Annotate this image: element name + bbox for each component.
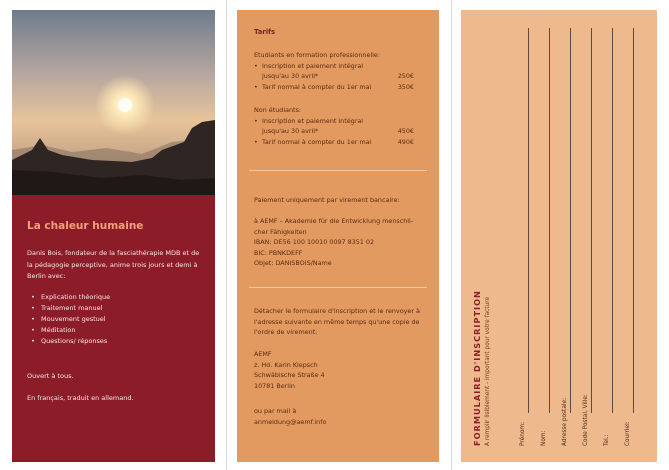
red-info-panel (12, 195, 215, 462)
price-label: jusqu'au 30 avril* (262, 127, 319, 135)
address-line: Schwäbische Straße 4 (254, 371, 325, 379)
students-normal-row (254, 82, 414, 93)
email-address[interactable]: anmeldung@aemf.info (254, 417, 327, 426)
intro-text: Danis Bois, fondateur de la fasciathérapie MDB et de la pédagogie perceptive, anime trois jours et demi à Berlin avec: (27, 249, 200, 280)
form-subtitle: A remplir lisiblement - important pour votre facture (485, 296, 491, 446)
field-line-postcode-city[interactable] (591, 28, 592, 413)
field-line-address[interactable] (570, 28, 571, 413)
field-label-lastname: Nom: (541, 430, 547, 446)
language-text: En français, traduit en allemand. (27, 394, 134, 402)
field-line-email[interactable] (633, 28, 634, 413)
price-value: 450€ (397, 127, 414, 135)
payment-note: Paiement uniquement par virement bancaire: (254, 196, 400, 204)
fold-line-right (451, 0, 452, 470)
instruction-line: Détacher le formulaire d'inscription et le renvoyer à (254, 307, 420, 315)
address-line: z. Hd. Karin Klepsch (254, 360, 318, 369)
students-heading: Etudiants en formation professionnelle: (254, 51, 381, 59)
instruction-line: l'ordre de virement: (254, 328, 318, 336)
list-item: • Mouvement gestuel (27, 314, 110, 325)
field-line-lastname[interactable] (549, 28, 550, 413)
postal-address (254, 349, 432, 391)
field-line-phone[interactable] (612, 28, 613, 413)
send-instructions (254, 306, 432, 338)
tariffs-panel (237, 10, 439, 462)
tariffs-title: Tarifs (254, 28, 276, 36)
price-label: • Tarif normal à compter du 1er mai (254, 82, 414, 93)
list-item: • Méditation (27, 325, 110, 336)
list-item: • Explication théorique (27, 292, 110, 303)
bank-object: Objet: DANISBOIS/Name (254, 259, 332, 267)
price-label: • Inscription et paiement intégral (254, 116, 414, 127)
field-label-phone: Tel.: (604, 434, 610, 446)
panel-title: La chaleur humaine (27, 220, 144, 232)
mail-contact (254, 406, 432, 427)
field-label-email: Courriel: (625, 421, 631, 446)
field-label-postcode-city: Code Postal, Ville: (583, 394, 589, 446)
list-item: • Questions/ réponses (27, 336, 110, 347)
others-early-row-2 (254, 126, 414, 137)
students-early-row (254, 61, 414, 72)
field-label-firstname: Prénom: (520, 421, 526, 446)
program-list (27, 292, 110, 347)
field-line-firstname[interactable] (528, 28, 529, 413)
price-value: 350€ (397, 83, 414, 91)
others-early-row (254, 116, 414, 127)
price-label: • Inscription et paiement intégral (254, 61, 414, 72)
open-to-all-text: Ouvert à tous. (27, 372, 74, 380)
address-line: 10781 Berlin (254, 381, 295, 390)
bank-details (254, 216, 432, 269)
field-label-address: Adresse postale: (562, 397, 568, 446)
instruction-line: l'adresse suivante en même temps qu'une copie de (254, 317, 420, 326)
address-line: AEMF (254, 350, 272, 358)
registration-form-panel (461, 10, 657, 462)
fold-line-left (226, 0, 227, 470)
bank-line: cher Fähigkeiten (254, 227, 307, 236)
divider (249, 170, 427, 171)
others-normal-row (254, 137, 414, 148)
others-heading: Non étudiants: (254, 106, 302, 114)
price-value: 250€ (397, 72, 414, 80)
price-label: • Tarif normal à compter du 1er mai (254, 137, 414, 148)
bank-iban: IBAN: DE56 100 10010 0097 8351 02 (254, 238, 375, 246)
price-value: 490€ (397, 138, 414, 146)
divider (249, 287, 427, 288)
form-title: FORMULAIRE D'INSCRIPTION (472, 290, 482, 446)
sunset-photo (12, 10, 215, 195)
bank-bic: BIC: PBNKDEFF (254, 248, 303, 257)
list-item: • Traitement manuel (27, 303, 110, 314)
mail-line: ou par mail à (254, 407, 297, 415)
students-early-row-2 (254, 71, 414, 82)
price-label: jusqu'au 30 avril* (262, 72, 319, 80)
bank-line: à AEMF – Akademie für die Entwicklung menschli- (254, 217, 414, 225)
